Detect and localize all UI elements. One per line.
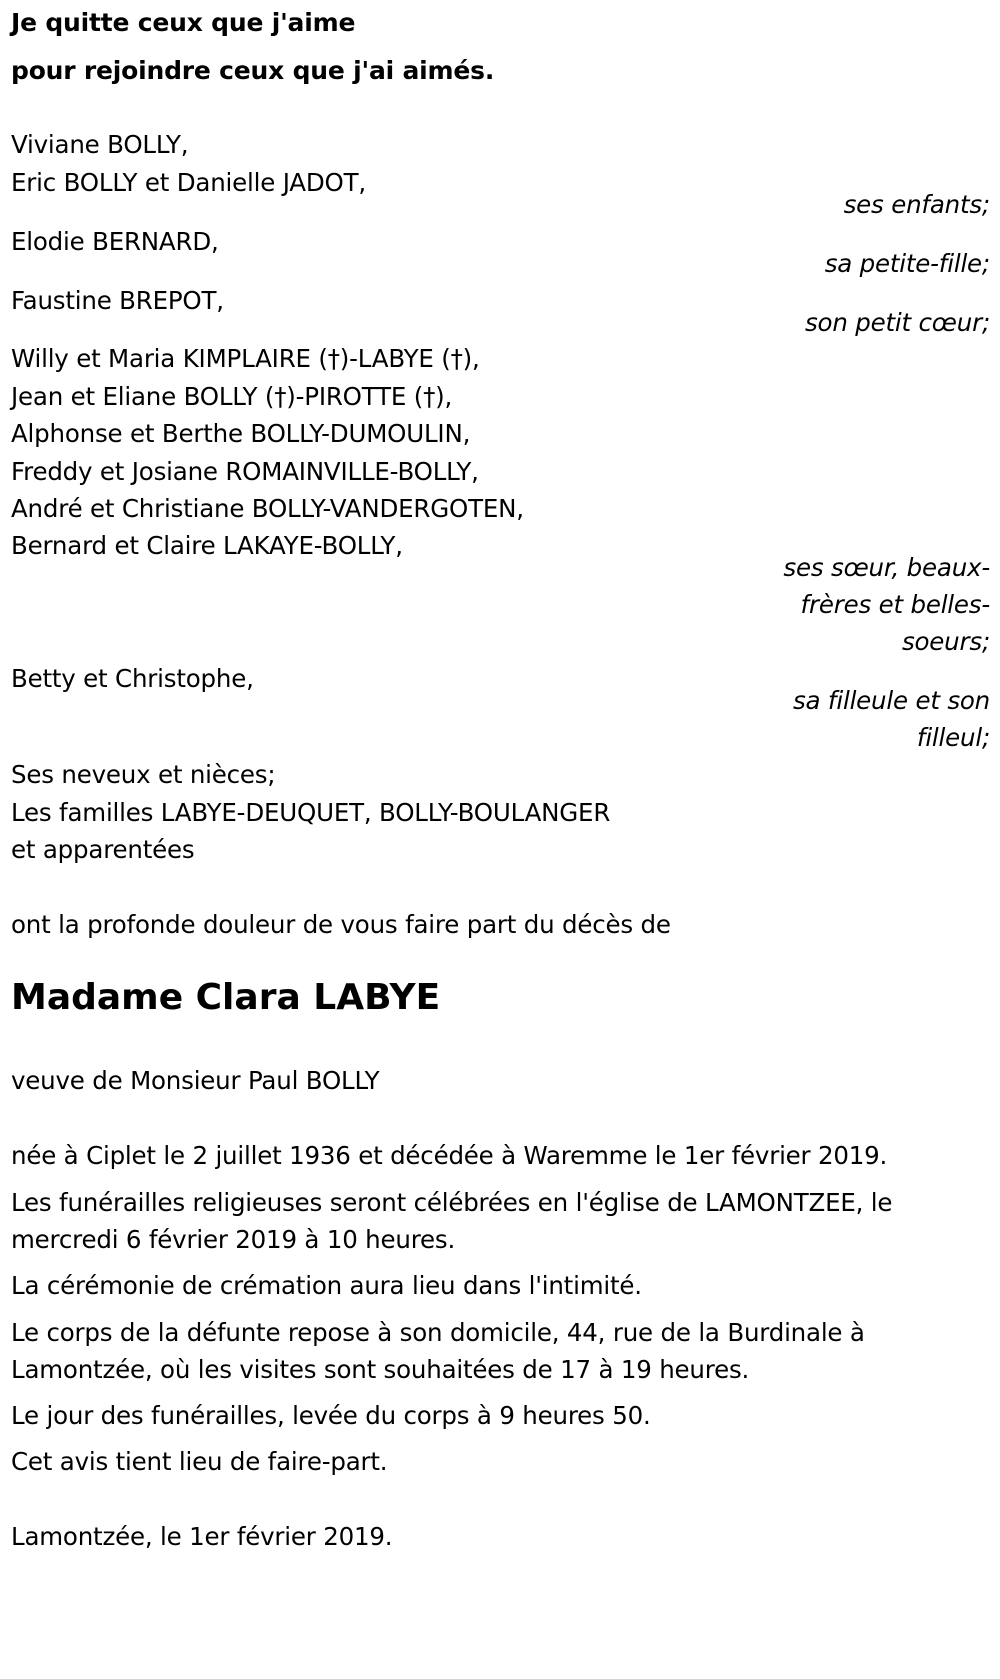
detail-line: Lamontzée, où les visites sont souhaitées de 17 à 19 heures. bbox=[11, 1355, 750, 1384]
detail-line: Cet avis tient lieu de faire-part. bbox=[11, 1447, 388, 1476]
announcement-text: ont la profonde douleur de vous faire part du décès de bbox=[11, 910, 671, 939]
mourner-name: Les familles LABYE-DEUQUET, BOLLY-BOULANGER bbox=[11, 798, 611, 827]
mourner-name: André et Christiane BOLLY-VANDERGOTEN, bbox=[11, 494, 524, 523]
detail-line: mercredi 6 février 2019 à 10 heures. bbox=[11, 1225, 456, 1254]
mourner-name: Elodie BERNARD, bbox=[11, 227, 219, 256]
mourner-name: Freddy et Josiane ROMAINVILLE-BOLLY, bbox=[11, 457, 479, 486]
relation-label: soeurs; bbox=[901, 627, 990, 656]
mourner-name: Faustine BREPOT, bbox=[11, 286, 224, 315]
deceased-name: Madame Clara LABYE bbox=[11, 977, 441, 1018]
relation-label: son petit cœur; bbox=[804, 308, 990, 337]
relation-label: frères et belles- bbox=[800, 590, 990, 619]
mourner-name: et apparentées bbox=[11, 835, 195, 864]
relation-label: sa petite-fille; bbox=[824, 249, 990, 278]
detail-line: Le corps de la défunte repose à son domicile, 44, rue de la Burdinale à bbox=[11, 1318, 865, 1347]
widow-of-text: veuve de Monsieur Paul BOLLY bbox=[11, 1066, 380, 1095]
mourner-name: Willy et Maria KIMPLAIRE (†)-LABYE (†), bbox=[11, 344, 480, 373]
epigraph-line-2: pour rejoindre ceux que j'ai aimés. bbox=[11, 56, 495, 85]
place-date: Lamontzée, le 1er février 2019. bbox=[11, 1522, 393, 1551]
relation-label: sa filleule et son bbox=[792, 686, 990, 715]
relation-label: filleul; bbox=[916, 723, 990, 752]
mourner-name: Alphonse et Berthe BOLLY-DUMOULIN, bbox=[11, 419, 471, 448]
mourner-name: Bernard et Claire LAKAYE-BOLLY, bbox=[11, 531, 403, 560]
mourner-name: Jean et Eliane BOLLY (†)-PIROTTE (†), bbox=[11, 382, 453, 411]
relation-label: ses sœur, beaux- bbox=[783, 553, 990, 582]
mourner-name: Eric BOLLY et Danielle JADOT, bbox=[11, 168, 366, 197]
mourner-name: Betty et Christophe, bbox=[11, 664, 254, 693]
detail-line: Le jour des funérailles, levée du corps à 9 heures 50. bbox=[11, 1401, 651, 1430]
relation-label: ses enfants; bbox=[843, 190, 990, 219]
mourner-name: Viviane BOLLY, bbox=[11, 130, 189, 159]
detail-line: La cérémonie de crémation aura lieu dans l'intimité. bbox=[11, 1271, 642, 1300]
detail-line: née à Ciplet le 2 juillet 1936 et décédée à Waremme le 1er février 2019. bbox=[11, 1141, 888, 1170]
epigraph-line-1: Je quitte ceux que j'aime bbox=[11, 8, 356, 37]
mourner-name: Ses neveux et nièces; bbox=[11, 760, 276, 789]
detail-line: Les funérailles religieuses seront célébrées en l'église de LAMONTZEE, le bbox=[11, 1188, 893, 1217]
